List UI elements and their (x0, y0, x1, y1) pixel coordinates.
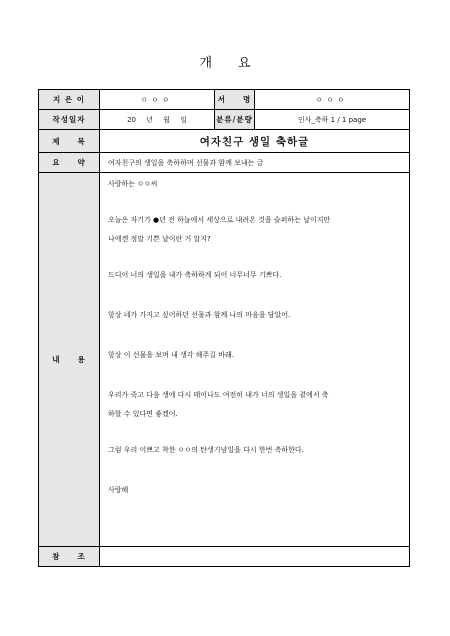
content-line: 우리가 죽고 다음 생에 다시 태어나도 여전히 내가 너의 생일을 곁에서 축 (108, 391, 329, 399)
content-line: 사랑하는 ㅇㅇ씨 (108, 180, 158, 188)
value-reference (100, 547, 410, 567)
value-signature: ㅇㅇㅇ (255, 90, 410, 110)
row-summary (39, 153, 410, 173)
row-author (39, 90, 410, 110)
label-summary: 요 약 (39, 153, 100, 173)
content-line: 그럼 우리 이쁘고 착한 ㅇㅇ의 탄생기념일을 다시 한번 축하한다. (108, 446, 304, 454)
label-reference: 참 조 (39, 547, 100, 567)
label-signature: 서 명 (215, 90, 255, 110)
label-category: 분류/분량 (215, 110, 255, 130)
title-char-1: 개 (199, 56, 212, 71)
row-date (39, 110, 410, 130)
content-line: 나에겐 정말 기쁜 날이란 거 알지? (108, 235, 211, 243)
label-author: 지 은 이 (39, 90, 100, 110)
overview-form (38, 89, 410, 567)
content-line: 오늘은 자기가 ●년 전 하늘에서 세상으로 내려온 것을 슬퍼하는 날이지만 (108, 216, 331, 224)
row-reference (39, 547, 410, 567)
value-author: ㅇㅇㅇ (100, 90, 215, 110)
content-line: 항상 네가 가지고 싶어하던 선물과 함께 나의 마음을 담았어. (108, 311, 291, 319)
content-line: 드디어 너의 생일을 내가 축하하게 되어 너무너무 기쁘다. (108, 271, 282, 279)
content-body (100, 173, 410, 547)
content-line: 사랑해 (108, 486, 129, 494)
title-char-2: 요 (238, 56, 251, 71)
row-subject (39, 130, 410, 153)
content-line: 항상 이 선물을 보며 내 생각 해주길 바래. (108, 351, 234, 359)
value-summary: 여자친구의 생일을 축하하며 선물과 함께 보내는 글 (100, 153, 410, 173)
value-category: 인사_축하 1 / 1 page (255, 110, 410, 130)
value-subject: 여자친구 생일 축하글 (100, 130, 410, 153)
row-content (39, 173, 410, 547)
label-subject: 제 목 (39, 130, 100, 153)
document-title (0, 52, 450, 71)
label-content: 내 용 (39, 173, 100, 547)
content-line: 하할 수 있다면 좋겠어. (108, 410, 178, 418)
value-date: 20 년 월 일 (100, 110, 215, 130)
label-date: 작성일자 (39, 110, 100, 130)
